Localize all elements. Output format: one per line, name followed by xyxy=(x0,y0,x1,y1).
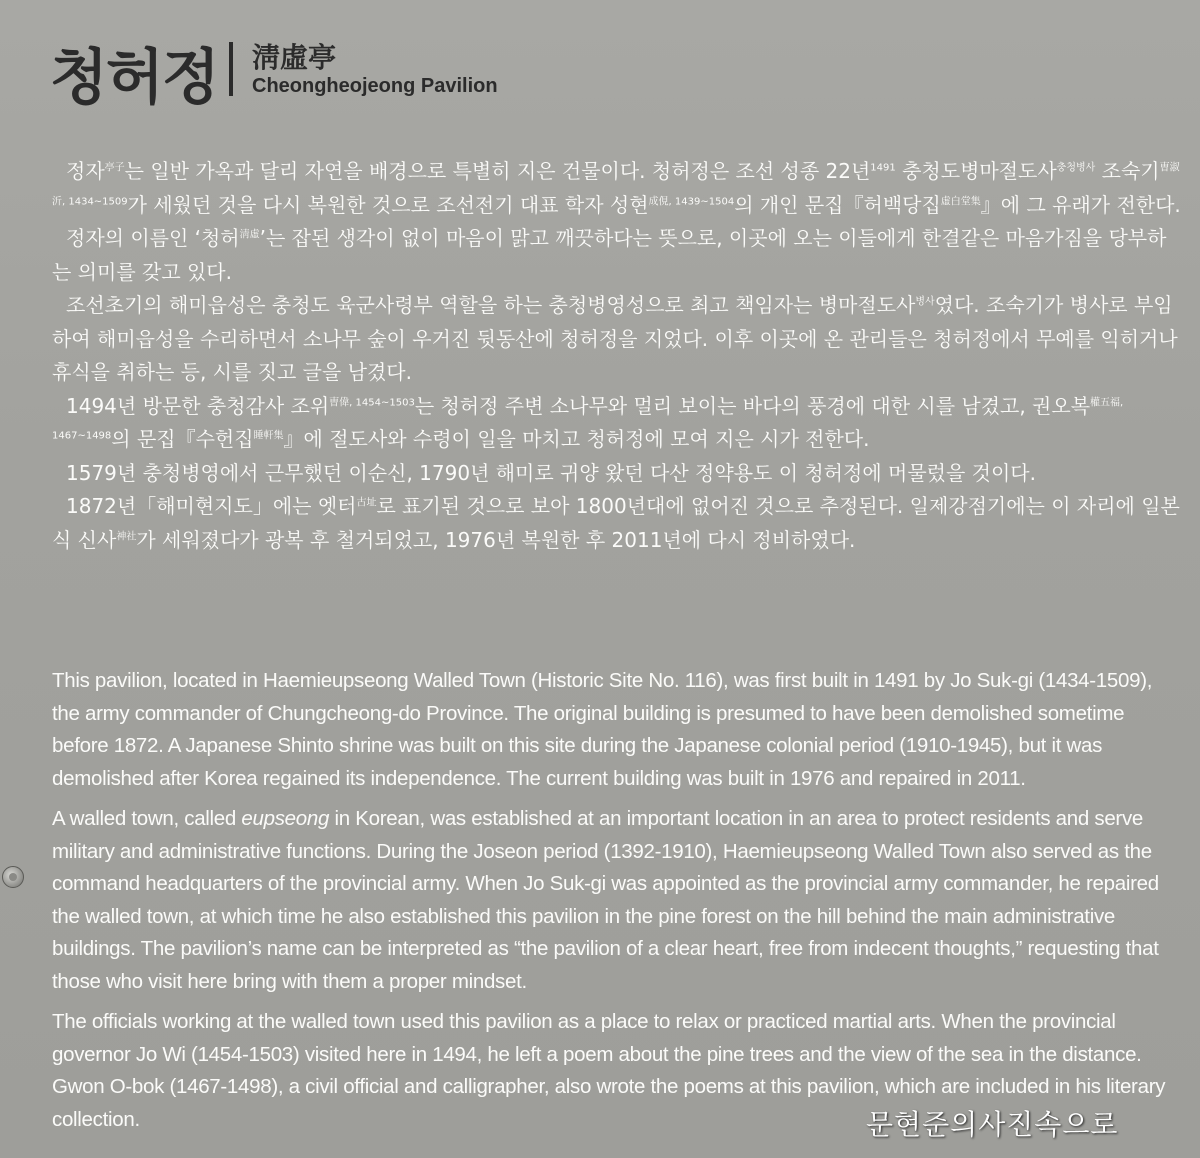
english-paragraph: A walled town, called eupseong in Korean, was established at an important location in an area to protect residents and serve military and administrative functions. During the Joseon period (1392-1910), Haemieupseong Walled Town also served as the command headquarters of the provincial army. When Jo Suk-gi was appointed as the provincial army commander, he repaired the walled town, at which time he also established this pavilion in the pine forest on the hill behind the main administrative buildings. The pavilion’s name can be interpreted as “the pavilion of a clear heart, free from indecent thoughts,” requesting that those who visit here bring with them a proper mindset. xyxy=(52,807,1159,993)
korean-paragraph: 정자$^{亭子}$는 일반 가옥과 달리 자연을 배경으로 특별히 지은 건물이다. 청허정은 조선 성종 22년$^{1491}$ 충청도병마절도사$^{충청병사}$ 조숙기$^{曺淑沂, 1434\sim 1509}$가 세웠던 것을 다시 복원한 것으로 조선전기 대표 학자 성현$^{成俔, 1439\sim 1504}$의 개인 문집『허백당집$^{虛白堂集}$』에 그 유래가 전한다. xyxy=(52,159,1181,217)
english-description xyxy=(52,665,1182,1144)
korean-description xyxy=(52,155,1182,557)
mounting-screw xyxy=(2,866,24,888)
title-hanja: 淸虛亭 xyxy=(252,42,337,73)
title-english: Cheongheojeong Pavilion xyxy=(252,75,498,97)
korean-paragraph: 1579년 충청병영에서 근무했던 이순신, 1790년 해미로 귀양 왔던 다산 정약용도 이 청허정에 머물렀을 것이다. xyxy=(66,460,1036,485)
korean-paragraph: 조선초기의 해미읍성은 충청도 육군사령부 역할을 하는 충청병영성으로 최고 책임자는 병마절도사$^{병사}$였다. 조숙기가 병사로 부임하여 해미읍성을 수리하면서 소나무 숲이 우거진 뒷동산에 청허정을 지었다. 이후 이곳에 온 관리들은 청허정에서 무예를 익히거나 휴식을 취하는 등, 시를 짓고 글을 남겼다. xyxy=(52,293,1178,384)
english-paragraph: The officials working at the walled town used this pavilion as a place to relax or practiced martial arts. When the provincial governor Jo Wi (1454-1503) visited here in 1494, he left a poem about the pine trees and the view of the sea in the distance. Gwon O-bok (1467-1498), a civil official and calligrapher, also wrote the poems at this pavilion, which are included in his literary collection. xyxy=(52,1010,1166,1131)
korean-paragraph: 1494년 방문한 충청감사 조위$^{曺偉, 1454\sim 1503}$는 청허정 주변 소나무와 멀리 보이는 바다의 풍경에 대한 시를 남겼고, 권오복$^{權五福, 1467\sim 1498}$의 문집『수헌집$^{睡軒集}$』에 절도사와 수령이 일을 마치고 청허정에 모여 지은 시가 전한다. xyxy=(52,393,1124,451)
photographer-watermark: 문현준의사진속으로 xyxy=(866,1108,1119,1141)
korean-paragraph: 정자의 이름인 ‘청허$^{淸虛}$’는 잡된 생각이 없이 마음이 맑고 깨끗하다는 뜻으로, 이곳에 오는 이들에게 한결같은 마음가짐을 당부하는 의미를 갖고 있다. xyxy=(52,226,1167,284)
title-divider xyxy=(229,42,233,96)
title-korean: 청허정 xyxy=(50,44,218,111)
english-paragraph: This pavilion, located in Haemieupseong Walled Town (Historic Site No. 116), was first built in 1491 by Jo Suk-gi (1434-1509), the army commander of Chungcheong-do Province. The original building is presumed to have been demolished sometime before 1872. A Japanese Shinto shrine was built on this site during the Japanese colonial period (1910-1945), but it was demolished after Korea regained its independence. The current building was built in 1976 and repaired in 2011. xyxy=(52,669,1153,790)
korean-paragraph: 1872년「해미현지도」에는 엣터$^{古址}$로 표기된 것으로 보아 1800년대에 없어진 것으로 추정된다. 일제강점기에는 이 자리에 일본식 신사$^{神社}$가 세워졌다가 광복 후 철거되었고, 1976년 복원한 후 2011년에 다시 정비하였다. xyxy=(52,494,1180,552)
